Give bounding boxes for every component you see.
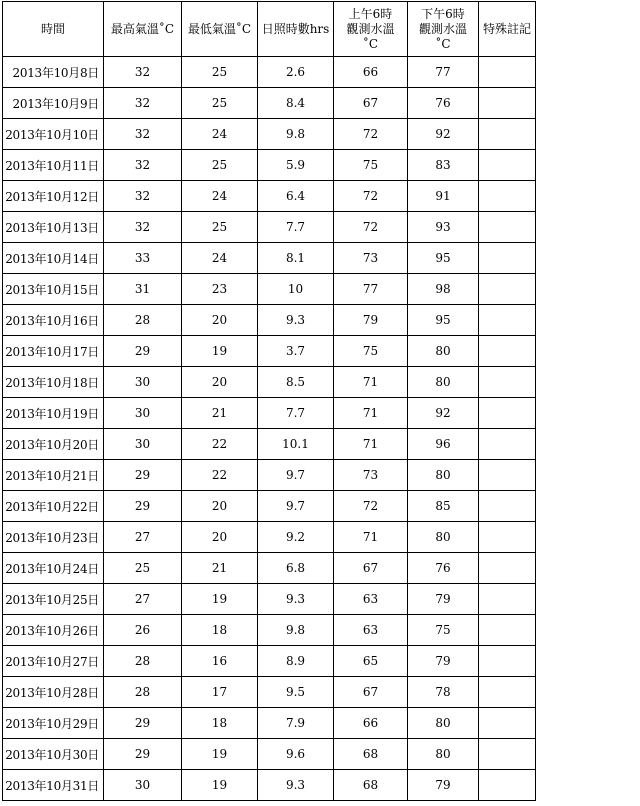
cell-am-water-temp: 75 [334,150,408,181]
cell-date: 2013年10月26日 [3,615,104,646]
cell-min-temp: 25 [182,57,258,88]
cell-date: 2013年10月20日 [3,429,104,460]
cell-am-water-temp: 71 [334,522,408,553]
table-row [3,553,536,584]
cell-sunshine-hours: 8.4 [258,88,334,119]
cell-sunshine-hours: 9.8 [258,119,334,150]
cell-remarks [479,243,536,274]
cell-remarks [479,150,536,181]
cell-pm-water-temp: 91 [408,181,479,212]
cell-max-temp: 32 [104,150,182,181]
cell-remarks [479,429,536,460]
cell-remarks [479,522,536,553]
cell-sunshine-hours: 6.8 [258,553,334,584]
table-row [3,491,536,522]
cell-sunshine-hours: 9.7 [258,460,334,491]
cell-min-temp: 25 [182,150,258,181]
cell-pm-water-temp: 85 [408,491,479,522]
cell-min-temp: 23 [182,274,258,305]
cell-max-temp: 30 [104,429,182,460]
cell-am-water-temp: 67 [334,677,408,708]
cell-am-water-temp: 79 [334,305,408,336]
cell-max-temp: 30 [104,367,182,398]
cell-date: 2013年10月17日 [3,336,104,367]
cell-remarks [479,615,536,646]
cell-date: 2013年10月29日 [3,708,104,739]
cell-pm-water-temp: 96 [408,429,479,460]
cell-max-temp: 32 [104,57,182,88]
cell-max-temp: 29 [104,491,182,522]
cell-pm-water-temp: 92 [408,119,479,150]
cell-min-temp: 24 [182,243,258,274]
cell-am-water-temp: 68 [334,770,408,801]
cell-min-temp: 18 [182,708,258,739]
table-row [3,367,536,398]
cell-max-temp: 32 [104,212,182,243]
table-header [3,2,536,57]
table-row [3,770,536,801]
cell-date: 2013年10月22日 [3,491,104,522]
cell-date: 2013年10月21日 [3,460,104,491]
header-sunshine-hours [258,2,334,57]
table-row [3,88,536,119]
cell-sunshine-hours: 7.7 [258,398,334,429]
cell-am-water-temp: 72 [334,491,408,522]
table-row [3,398,536,429]
cell-max-temp: 30 [104,770,182,801]
cell-pm-water-temp: 95 [408,305,479,336]
cell-pm-water-temp: 83 [408,150,479,181]
cell-max-temp: 28 [104,646,182,677]
cell-min-temp: 19 [182,336,258,367]
cell-pm-water-temp: 80 [408,367,479,398]
header-am-water-temp [334,2,408,57]
cell-min-temp: 20 [182,367,258,398]
cell-am-water-temp: 77 [334,274,408,305]
cell-date: 2013年10月12日 [3,181,104,212]
data-table [2,1,536,801]
cell-sunshine-hours: 8.9 [258,646,334,677]
cell-remarks [479,460,536,491]
header-remarks [479,2,536,57]
cell-min-temp: 22 [182,460,258,491]
table-row [3,677,536,708]
cell-am-water-temp: 68 [334,739,408,770]
cell-min-temp: 22 [182,429,258,460]
cell-sunshine-hours: 8.1 [258,243,334,274]
cell-date: 2013年10月25日 [3,584,104,615]
cell-date: 2013年10月28日 [3,677,104,708]
cell-remarks [479,88,536,119]
cell-date: 2013年10月15日 [3,274,104,305]
cell-min-temp: 21 [182,398,258,429]
cell-min-temp: 21 [182,553,258,584]
cell-min-temp: 24 [182,181,258,212]
cell-date: 2013年10月8日 [3,57,104,88]
cell-min-temp: 20 [182,491,258,522]
table-row [3,522,536,553]
table-row [3,708,536,739]
cell-sunshine-hours: 9.3 [258,305,334,336]
cell-pm-water-temp: 76 [408,88,479,119]
cell-pm-water-temp: 80 [408,739,479,770]
cell-am-water-temp: 72 [334,181,408,212]
cell-max-temp: 27 [104,584,182,615]
table-row [3,646,536,677]
cell-pm-water-temp: 98 [408,274,479,305]
table-row [3,150,536,181]
cell-min-temp: 19 [182,770,258,801]
cell-am-water-temp: 66 [334,57,408,88]
cell-max-temp: 27 [104,522,182,553]
cell-max-temp: 25 [104,553,182,584]
cell-am-water-temp: 73 [334,243,408,274]
cell-sunshine-hours: 7.9 [258,708,334,739]
cell-min-temp: 24 [182,119,258,150]
cell-sunshine-hours: 9.2 [258,522,334,553]
cell-pm-water-temp: 93 [408,212,479,243]
cell-sunshine-hours: 9.3 [258,584,334,615]
table-row [3,243,536,274]
table-row [3,305,536,336]
cell-am-water-temp: 72 [334,212,408,243]
cell-min-temp: 18 [182,615,258,646]
header-pm-water-temp [408,2,479,57]
cell-sunshine-hours: 6.4 [258,181,334,212]
cell-date: 2013年10月11日 [3,150,104,181]
cell-date: 2013年10月14日 [3,243,104,274]
header-label-line: ˚C [362,36,379,51]
header-row [3,2,536,57]
header-label-line: 下午6時 [421,6,465,21]
cell-sunshine-hours: 10 [258,274,334,305]
cell-max-temp: 29 [104,739,182,770]
cell-am-water-temp: 66 [334,708,408,739]
cell-date: 2013年10月24日 [3,553,104,584]
cell-am-water-temp: 65 [334,646,408,677]
cell-am-water-temp: 71 [334,367,408,398]
cell-min-temp: 20 [182,305,258,336]
header-label-line: 觀測水溫 [418,21,467,36]
cell-max-temp: 32 [104,181,182,212]
cell-pm-water-temp: 80 [408,522,479,553]
header-min-temp [182,2,258,57]
cell-am-water-temp: 63 [334,584,408,615]
header-max-temp [104,2,182,57]
cell-min-temp: 16 [182,646,258,677]
cell-max-temp: 28 [104,305,182,336]
cell-sunshine-hours: 9.6 [258,739,334,770]
cell-date: 2013年10月27日 [3,646,104,677]
cell-max-temp: 29 [104,460,182,491]
cell-min-temp: 25 [182,212,258,243]
cell-min-temp: 19 [182,739,258,770]
cell-am-water-temp: 71 [334,429,408,460]
header-label-line: 日照時數hrs [261,21,330,36]
cell-sunshine-hours: 9.8 [258,615,334,646]
cell-am-water-temp: 67 [334,88,408,119]
cell-remarks [479,181,536,212]
cell-remarks [479,553,536,584]
header-label-line: 最高氣溫˚C [110,21,175,36]
cell-remarks [479,305,536,336]
cell-max-temp: 32 [104,88,182,119]
cell-am-water-temp: 73 [334,460,408,491]
cell-am-water-temp: 67 [334,553,408,584]
cell-am-water-temp: 75 [334,336,408,367]
cell-pm-water-temp: 95 [408,243,479,274]
cell-max-temp: 29 [104,708,182,739]
header-label-line: 上午6時 [348,6,393,21]
cell-max-temp: 33 [104,243,182,274]
cell-pm-water-temp: 79 [408,770,479,801]
cell-pm-water-temp: 80 [408,336,479,367]
cell-sunshine-hours: 8.5 [258,367,334,398]
cell-sunshine-hours: 9.3 [258,770,334,801]
cell-max-temp: 30 [104,398,182,429]
cell-sunshine-hours: 9.5 [258,677,334,708]
table-row [3,739,536,770]
cell-min-temp: 19 [182,584,258,615]
cell-date: 2013年10月10日 [3,119,104,150]
cell-pm-water-temp: 76 [408,553,479,584]
header-label-line: 最低氣溫˚C [187,21,252,36]
cell-am-water-temp: 72 [334,119,408,150]
cell-remarks [479,398,536,429]
table-row [3,57,536,88]
cell-max-temp: 29 [104,336,182,367]
table-row [3,336,536,367]
cell-pm-water-temp: 79 [408,584,479,615]
cell-pm-water-temp: 92 [408,398,479,429]
header-label-line: 觀測水溫 [346,21,395,36]
cell-pm-water-temp: 80 [408,460,479,491]
cell-remarks [479,708,536,739]
header-date [3,2,104,57]
cell-remarks [479,646,536,677]
cell-max-temp: 31 [104,274,182,305]
cell-remarks [479,274,536,305]
cell-sunshine-hours: 7.7 [258,212,334,243]
cell-date: 2013年10月13日 [3,212,104,243]
cell-remarks [479,770,536,801]
cell-max-temp: 26 [104,615,182,646]
cell-date: 2013年10月23日 [3,522,104,553]
cell-date: 2013年10月16日 [3,305,104,336]
cell-pm-water-temp: 75 [408,615,479,646]
table-row [3,212,536,243]
cell-max-temp: 28 [104,677,182,708]
cell-min-temp: 17 [182,677,258,708]
cell-sunshine-hours: 5.9 [258,150,334,181]
cell-remarks [479,212,536,243]
cell-pm-water-temp: 78 [408,677,479,708]
cell-date: 2013年10月31日 [3,770,104,801]
header-label-line: 特殊註記 [482,21,531,36]
cell-date: 2013年10月9日 [3,88,104,119]
cell-sunshine-hours: 9.7 [258,491,334,522]
table-row [3,615,536,646]
cell-date: 2013年10月30日 [3,739,104,770]
cell-pm-water-temp: 79 [408,646,479,677]
cell-sunshine-hours: 10.1 [258,429,334,460]
cell-remarks [479,57,536,88]
cell-am-water-temp: 63 [334,615,408,646]
table-row [3,181,536,212]
table-row [3,429,536,460]
cell-am-water-temp: 71 [334,398,408,429]
cell-min-temp: 20 [182,522,258,553]
cell-date: 2013年10月18日 [3,367,104,398]
cell-remarks [479,584,536,615]
cell-remarks [479,367,536,398]
cell-pm-water-temp: 77 [408,57,479,88]
cell-sunshine-hours: 2.6 [258,57,334,88]
cell-min-temp: 25 [182,88,258,119]
table-row [3,584,536,615]
cell-remarks [479,739,536,770]
header-label-line: ˚C [435,36,451,51]
cell-remarks [479,336,536,367]
cell-sunshine-hours: 3.7 [258,336,334,367]
table-row [3,274,536,305]
table-body [3,57,536,801]
cell-remarks [479,677,536,708]
cell-max-temp: 32 [104,119,182,150]
cell-pm-water-temp: 80 [408,708,479,739]
cell-remarks [479,119,536,150]
table-row [3,460,536,491]
table-row [3,119,536,150]
cell-remarks [479,491,536,522]
header-label-line: 時間 [40,21,65,36]
cell-date: 2013年10月19日 [3,398,104,429]
